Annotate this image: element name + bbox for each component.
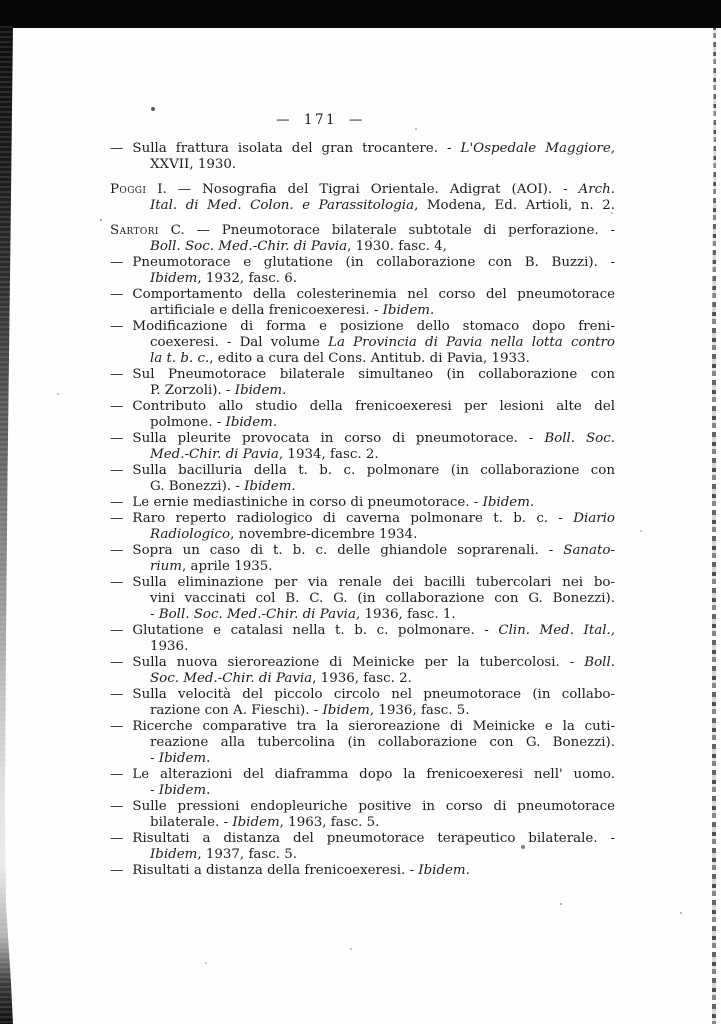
bib-text-segment: Ibidem. xyxy=(418,863,470,878)
entry-dash: — xyxy=(110,863,124,878)
bib-text-segment: Ibidem. xyxy=(482,495,535,510)
bib-line xyxy=(110,479,615,495)
entry-dash: — xyxy=(110,287,124,302)
entry-dash: — xyxy=(110,367,124,382)
bib-line xyxy=(110,863,615,879)
bib-text-segment: Ital. di Med. Colon. e Parassitologia xyxy=(150,198,415,213)
bib-text-segment: Boll. Soc. xyxy=(544,431,615,446)
bib-text-segment: reazione alla tubercolina (in collaborazione con G. Bonezzi). xyxy=(150,735,615,750)
entry-dash: — xyxy=(110,655,124,670)
entry-dash: — xyxy=(110,511,124,526)
bib-text-segment: Ibidem. xyxy=(225,415,278,430)
bib-text-segment: G. Bonezzi). - xyxy=(150,479,245,494)
bib-text-segment: Sulla eliminazione per via renale dei bacilli tubercolari nei bo- xyxy=(132,575,615,590)
bib-text-segment: Sulle pressioni endopleuriche positive in corso di pneumotorace xyxy=(132,799,615,814)
bib-entry xyxy=(110,799,615,831)
bib-text-segment: - xyxy=(150,783,159,798)
bib-text-segment: , 1932, fasc. 6. xyxy=(197,271,298,286)
bib-entry xyxy=(110,719,615,767)
bib-text-segment: Contributo allo studio della frenicoexeresi per lesioni alte del xyxy=(132,399,615,414)
bib-text-segment: , 1930. fasc. 4, xyxy=(347,239,447,254)
bib-line xyxy=(110,751,615,767)
bib-text-segment: Diario xyxy=(573,511,615,526)
bib-text-segment: , 1936, fasc. 5. xyxy=(369,703,470,718)
bib-text-segment: polmone. - xyxy=(150,415,226,430)
bib-line xyxy=(110,527,615,543)
bib-line xyxy=(110,223,615,239)
bib-line xyxy=(110,607,615,623)
bib-line xyxy=(110,639,615,655)
entry-dash: — xyxy=(110,623,124,638)
bib-text-segment: , 1963, fasc. 5. xyxy=(279,815,380,830)
bib-line xyxy=(110,511,615,527)
bib-entry xyxy=(110,575,615,623)
bib-entry xyxy=(110,495,615,511)
page-text-column xyxy=(110,0,615,879)
entry-dash: — xyxy=(110,399,124,414)
bib-text-segment: L'Ospedale Maggiore, xyxy=(460,141,616,156)
entry-dash: — xyxy=(110,831,124,846)
bib-line xyxy=(110,367,615,383)
bib-text-segment: Sartori xyxy=(110,223,159,238)
bib-line xyxy=(110,463,615,479)
entry-dash: — xyxy=(110,319,124,334)
bib-text-segment: coexeresi. - Dal volume xyxy=(150,335,329,350)
entry-dash: — xyxy=(110,255,124,270)
bib-entry xyxy=(110,543,615,575)
entry-dash: — xyxy=(110,575,124,590)
bib-line xyxy=(110,182,615,198)
bib-text-segment: Sulla velocità del piccolo circolo nel pneumotorace (in collabo- xyxy=(132,687,615,702)
bib-entry xyxy=(110,141,615,173)
bib-line xyxy=(110,815,615,831)
entry-dash: — xyxy=(110,543,124,558)
entry-dash: — xyxy=(110,687,124,702)
bib-text-segment: Ibidem. xyxy=(244,479,296,494)
bib-line xyxy=(110,799,615,815)
bib-line xyxy=(110,591,615,607)
entry-dash: — xyxy=(110,463,124,478)
bib-line xyxy=(110,239,615,255)
bib-text-segment: Boll. Soc. Med.-Chir. di Pavia xyxy=(150,239,348,254)
bib-entry xyxy=(110,182,615,214)
bib-line xyxy=(110,495,615,511)
bib-entry xyxy=(110,255,615,287)
bib-line xyxy=(110,543,615,559)
bib-text-segment: Comportamento della colesterinemia nel corso del pneumotorace xyxy=(132,287,615,302)
bib-text-segment: XXVII, 1930. xyxy=(150,157,237,172)
bib-text-segment: la t. b. c. xyxy=(150,351,210,366)
bib-line xyxy=(110,415,615,431)
bib-text-segment: artificiale e della frenicoexeresi. - xyxy=(150,303,383,318)
bib-text-segment: Med.-Chir. di Pavia xyxy=(150,447,279,462)
bib-text-segment: , aprile 1935. xyxy=(182,559,273,574)
bib-entry xyxy=(110,287,615,319)
scan-edge-left xyxy=(0,26,13,1024)
bib-entry xyxy=(110,319,615,367)
bib-line xyxy=(110,847,615,863)
bib-text-segment: razione con A. Fieschi). - xyxy=(150,703,323,718)
bib-text-segment: La Provincia di Pavia nella lotta contro xyxy=(328,335,615,350)
bib-text-segment: Ibidem xyxy=(150,271,198,286)
bib-line xyxy=(110,303,615,319)
bib-line xyxy=(110,767,615,783)
bib-entry xyxy=(110,863,615,879)
bib-text-segment: 1936. xyxy=(150,639,189,654)
bib-text-segment: Ibidem xyxy=(150,847,198,862)
bib-text-segment: C. — Pneumotorace bilaterale subtotale di perforazione. - xyxy=(158,223,615,238)
scan-noise-specks xyxy=(0,0,2,2)
bib-text-segment: , 1934, fasc. 2. xyxy=(278,447,379,462)
bib-text-segment: Ibidem. xyxy=(234,383,287,398)
bib-text-segment: Le ernie mediastiniche in corso di pneumotorace. - xyxy=(132,495,483,510)
bib-text-segment: Radiologico xyxy=(150,527,231,542)
bib-line xyxy=(110,623,615,639)
bib-text-segment: - xyxy=(150,751,159,766)
bib-text-segment: , novembre-dicembre 1934. xyxy=(230,527,418,542)
bib-entry xyxy=(110,431,615,463)
bib-line xyxy=(110,399,615,415)
bib-line xyxy=(110,575,615,591)
bib-text-segment: P. Zorzoli). - xyxy=(150,383,235,398)
entry-dash: — xyxy=(110,799,124,814)
bib-text-segment: Poggi xyxy=(110,182,147,197)
bib-text-segment: , 1937, fasc. 5. xyxy=(197,847,298,862)
bib-text-segment: , 1936, fasc. 1. xyxy=(355,607,456,622)
bib-entry xyxy=(110,623,615,655)
bib-text-segment: bilaterale. - xyxy=(150,815,233,830)
bibliography xyxy=(110,141,615,879)
bib-text-segment: Pneumotorace e glutatione (in collaborazione con B. Buzzi). - xyxy=(132,255,615,270)
bib-line xyxy=(110,719,615,735)
bib-text-segment: rium xyxy=(150,559,183,574)
bib-line xyxy=(110,735,615,751)
entry-dash: — xyxy=(110,767,124,782)
bib-text-segment: Le alterazioni del diaframma dopo la frenicoexeresi nell' uomo. xyxy=(132,767,615,782)
bib-entry xyxy=(110,367,615,399)
bib-text-segment: Ibidem xyxy=(232,815,280,830)
entry-dash: — xyxy=(110,141,124,156)
bib-text-segment: Sul Pneumotorace bilaterale simultaneo (in collaborazione con xyxy=(132,367,615,382)
bib-text-segment: , edito a cura del Cons. Antitub. di Pavia, 1933. xyxy=(209,351,530,366)
bib-line xyxy=(110,271,615,287)
bib-text-segment: - xyxy=(150,607,159,622)
bib-line xyxy=(110,383,615,399)
bib-text-segment: Boll. xyxy=(584,655,615,670)
bib-line xyxy=(110,141,615,157)
bib-entry xyxy=(110,511,615,543)
bib-text-segment: Boll. Soc. Med.-Chir. di Pavia xyxy=(158,607,356,622)
bib-text-segment: vini vaccinati col B. C. G. (in collaborazione con G. Bonezzi). xyxy=(150,591,615,606)
bib-line xyxy=(110,559,615,575)
bib-line xyxy=(110,703,615,719)
bib-text-segment: Ibidem. xyxy=(382,303,435,318)
bib-line xyxy=(110,431,615,447)
bib-text-segment: , 1936, fasc. 2. xyxy=(312,671,412,686)
bib-text-segment: Arch. xyxy=(578,182,615,197)
entry-dash: — xyxy=(110,495,124,510)
bib-text-segment: Sulla nuova sieroreazione di Meinicke per la tubercolosi. - xyxy=(132,655,585,670)
bib-line xyxy=(110,157,615,173)
bib-line xyxy=(110,351,615,367)
bib-line xyxy=(110,831,615,847)
bib-line xyxy=(110,287,615,303)
bib-text-segment: Modificazione di forma e posizione dello stomaco dopo freni- xyxy=(132,319,615,334)
bib-line xyxy=(110,198,615,214)
bib-text-segment: Clin. Med. Ital., xyxy=(498,623,615,638)
entry-dash: — xyxy=(110,719,124,734)
bib-entry xyxy=(110,463,615,495)
bib-entry xyxy=(110,655,615,687)
bib-text-segment: Sulla frattura isolata del gran trocantere. - xyxy=(132,141,461,156)
bib-text-segment: Soc. Med.-Chir. di Pavia xyxy=(150,671,313,686)
bib-text-segment: Glutatione e catalasi nella t. b. c. polmonare. - xyxy=(132,623,499,638)
bib-text-segment: Sulla pleurite provocata in corso di pneumotorace. - xyxy=(132,431,545,446)
entry-dash: — xyxy=(110,431,124,446)
bib-entry xyxy=(110,223,615,255)
bib-line xyxy=(110,255,615,271)
bib-text-segment: Risultati a distanza della frenicoexeresi. - xyxy=(132,863,419,878)
bib-line xyxy=(110,655,615,671)
bib-text-segment: Raro reperto radiologico di caverna polmonare t. b. c. - xyxy=(132,511,574,526)
bib-entry xyxy=(110,767,615,799)
bib-text-segment: Ibidem xyxy=(322,703,370,718)
bib-entry xyxy=(110,399,615,431)
bib-line xyxy=(110,447,615,463)
bib-line xyxy=(110,687,615,703)
bib-text-segment: Risultati a distanza del pneumotorace terapeutico bilaterale. - xyxy=(132,831,615,846)
bib-line xyxy=(110,783,615,799)
bib-text-segment: Sanato- xyxy=(563,543,615,558)
bib-text-segment: Sopra un caso di t. b. c. delle ghiandole soprarenali. - xyxy=(132,543,564,558)
bib-text-segment: I. — Nosografia del Tigrai Orientale. Adigrat (AOI). - xyxy=(146,182,579,197)
scan-edge-right xyxy=(712,26,716,1024)
bib-line xyxy=(110,319,615,335)
bib-entry xyxy=(110,831,615,863)
bib-text-segment: Sulla bacilluria della t. b. c. polmonare (in collaborazione con xyxy=(132,463,615,478)
bib-line xyxy=(110,671,615,687)
bib-text-segment: , Modena, Ed. Artioli, n. 2. xyxy=(414,198,615,213)
page-number-header: — 171 — xyxy=(276,112,365,128)
bib-text-segment: Ricerche comparative tra la sieroreazione di Meinicke e la cuti- xyxy=(132,719,615,734)
bib-line xyxy=(110,335,615,351)
bib-text-segment: Ibidem. xyxy=(158,751,211,766)
bib-entry xyxy=(110,687,615,719)
bib-text-segment: Ibidem. xyxy=(158,783,211,798)
